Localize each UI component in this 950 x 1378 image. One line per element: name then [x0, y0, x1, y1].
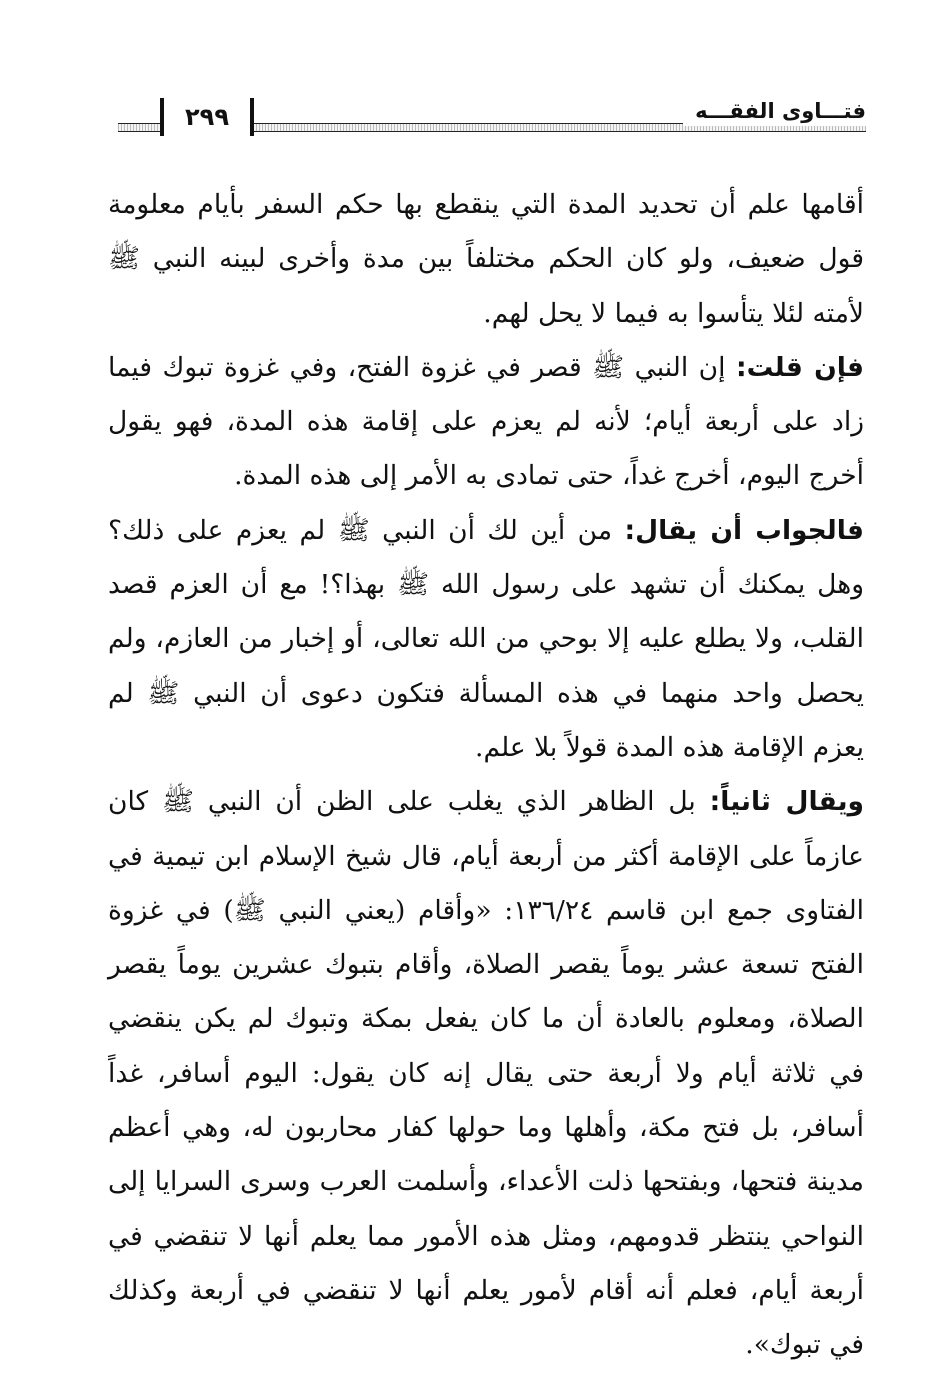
paragraph-text: إن النبي ﷺ قصر في غزوة الفتح، وفي غزوة تبوك فيما زاد على أربعة أيام؛ لأنه لم يعزم على إقامة هذه المدة، فهو يقول أخرج اليوم، أخرج غداً، حتى تمادى به الأمر إلى هذه المدة. [108, 351, 864, 492]
paragraph-lead: فالجواب أن يقال: [624, 514, 864, 546]
paragraph-2 [108, 341, 864, 504]
paragraph-lead: فإن قلت: [735, 351, 865, 383]
page-header [118, 96, 866, 140]
page-body [108, 178, 864, 1373]
book-title: فتـــاوى الفقـــه [683, 96, 866, 126]
paragraph-text: أقامها علم أن تحديد المدة التي ينقطع بها حكم السفر بأيام معلومة قول ضعيف، ولو كان الحكم مختلفاً بين مدة وأخرى لبينه النبي ﷺ لأمته لئلا يتأسوا به فيما لا يحل لهم. [108, 189, 864, 329]
paragraph-1 [108, 178, 864, 341]
paragraph-4 [108, 775, 864, 1372]
page-number: ٢٩٩ [160, 98, 254, 136]
paragraph-lead: ويقال ثانياً: [709, 786, 864, 818]
paragraph-3 [108, 504, 864, 775]
paragraph-text: من أين لك أن النبي ﷺ لم يعزم على ذلك؟ وهل يمكنك أن تشهد على رسول الله ﷺ بهذا؟! مع أن العزم قصد القلب، ولا يطلع عليه إلا بوحي من الله تعالى، أو إخبار من العازم، ولم يحصل واحد منهما في هذه المسألة فتكون دعوى أن النبي ﷺ لم يعزم الإقامة هذه المدة قولاً بلا علم. [108, 514, 864, 763]
paragraph-text: بل الظاهر الذي يغلب على الظن أن النبي ﷺ كان عازماً على الإقامة أكثر من أربعة أيام، قال شيخ الإسلام ابن تيمية في الفتاوى جمع ابن قاسم ١٣٦/٢٤: «وأقام (يعني النبي ﷺ) في غزوة الفتح تسعة عشر يوماً يقصر الصلاة، وأقام بتبوك عشرين يوماً يقصر الصلاة، ومعلوم بالعادة أن ما كان يفعل بمكة وتبوك لم يكن ينقضي في ثلاثة أيام ولا أربعة حتى يقال إنه كان يقول: اليوم أسافر، غداً أسافر، بل فتح مكة، وأهلها وما حولها كفار محاربون له، وهي أعظم مدينة فتحها، وبفتحها ذلت الأعداء، وأسلمت العرب وسرى السرايا إلى النواحي ينتظر قدومهم، ومثل هذه الأمور مما يعلم أنها لا تنقضي في أربعة أيام، فعلم أنه أقام لأمور يعلم أنها لا تنقضي في أربعة وكذلك في تبوك». [108, 786, 865, 1361]
